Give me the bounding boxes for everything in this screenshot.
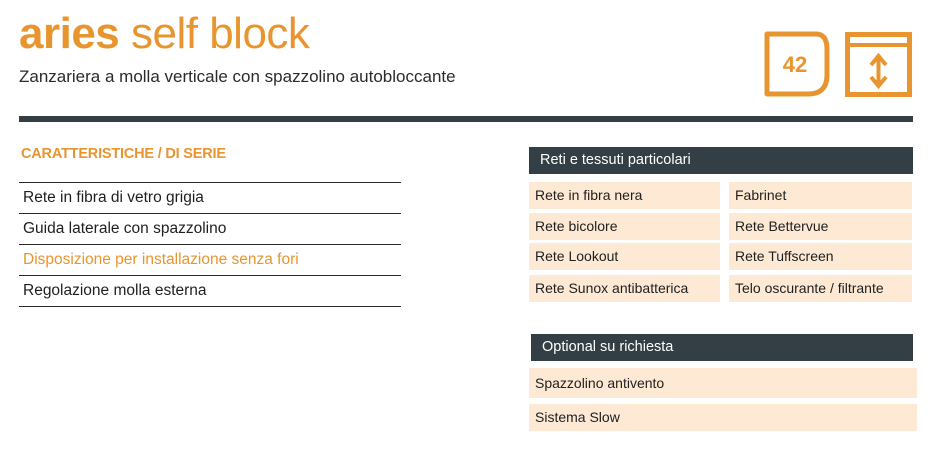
reti-option: Fabrinet <box>729 182 912 209</box>
optional-panel-header: Optional su richiesta <box>531 334 913 361</box>
product-subtitle: Zanzariera a molla verticale con spazzolino autobloccante <box>19 67 456 86</box>
features-title: CARATTERISTICHE / DI SERIE <box>21 146 226 162</box>
optional-item: Sistema Slow <box>529 404 917 431</box>
reti-option: Rete Bettervue <box>729 213 912 240</box>
feature-item: Regolazione molla esterna <box>19 275 401 307</box>
reti-option: Rete Tuffscreen <box>729 243 912 270</box>
reti-option: Rete Sunox antibatterica <box>529 275 720 302</box>
feature-item: Rete in fibra di vetro grigia <box>19 182 401 213</box>
title-model: self block <box>131 9 310 58</box>
vertical-arrow-frame-icon <box>845 32 912 97</box>
reti-option: Rete bicolore <box>529 213 720 240</box>
reti-option: Rete in fibra nera <box>529 182 720 209</box>
badge-number: 42 <box>782 52 808 77</box>
reti-option: Rete Lookout <box>529 243 720 270</box>
numbered-tab-badge-icon <box>764 31 830 97</box>
header-divider <box>19 116 913 122</box>
feature-item: Guida laterale con spazzolino <box>19 213 401 244</box>
optional-item: Spazzolino antivento <box>529 368 917 398</box>
reti-option: Telo oscurante / filtrante <box>729 275 912 302</box>
title-brand: aries <box>19 9 120 58</box>
feature-item-highlight: Disposizione per installazione senza fori <box>19 244 401 275</box>
reti-panel-header: Reti e tessuti particolari <box>529 147 913 174</box>
features-list <box>19 182 401 307</box>
product-title <box>19 6 309 62</box>
